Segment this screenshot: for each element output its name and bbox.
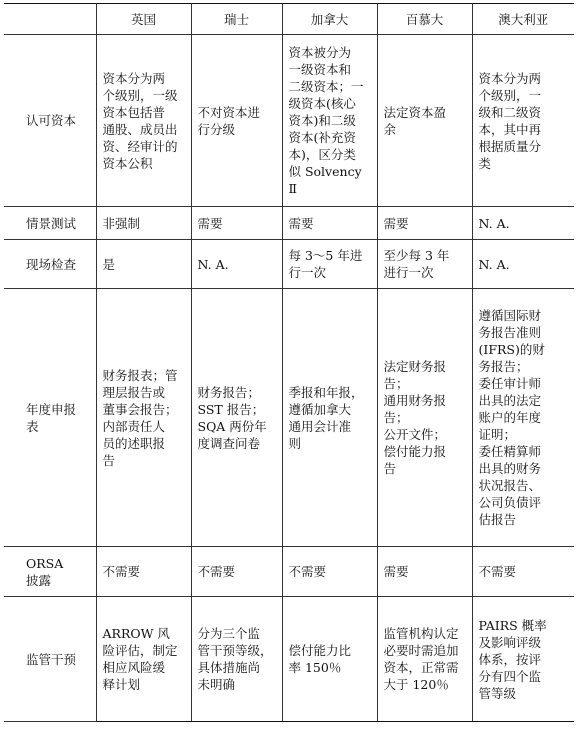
row-label: 监管干预 bbox=[4, 597, 96, 722]
row-label: 年度申报 表 bbox=[4, 289, 96, 547]
comparison-table bbox=[4, 3, 574, 722]
column-header-canada: 加拿大 bbox=[282, 4, 377, 35]
column-header-uk: 英国 bbox=[96, 4, 191, 35]
row-label: 情景测试 bbox=[4, 207, 96, 240]
table-cell: 资本分为两 个级别，一级 资本包括普 通股、成员出 资、经审计的 资本公积 bbox=[96, 35, 191, 207]
table-cell: 需要 bbox=[377, 207, 472, 240]
table-cell: 需要 bbox=[377, 547, 472, 597]
row-label: 现场检查 bbox=[4, 240, 96, 289]
table-cell: 不需要 bbox=[96, 547, 191, 597]
table-cell: 需要 bbox=[191, 207, 282, 240]
table-cell: ARROW 风 险评估，制定 相应风险缓 释计划 bbox=[96, 597, 191, 722]
table-row bbox=[4, 597, 574, 722]
table-cell: 不需要 bbox=[282, 547, 377, 597]
column-header-switzerland: 瑞士 bbox=[191, 4, 282, 35]
table-cell: 至少每 3 年 进行一次 bbox=[377, 240, 472, 289]
table-cell: 分为三个监 管干预等级， 具体措施尚 未明确 bbox=[191, 597, 282, 722]
table-cell: 需要 bbox=[282, 207, 377, 240]
table-row bbox=[4, 35, 574, 207]
table-cell: 季报和年报， 遵循加拿大 通用会计准 则 bbox=[282, 289, 377, 547]
table-cell: N. A. bbox=[191, 240, 282, 289]
column-header-australia: 澳大利亚 bbox=[472, 4, 574, 35]
table-cell: 偿付能力比 率 150％ bbox=[282, 597, 377, 722]
table-cell: N. A. bbox=[472, 207, 574, 240]
table-row bbox=[4, 240, 574, 289]
table-cell: 不对资本进 行分级 bbox=[191, 35, 282, 207]
table-cell: 遵循国际财 务报告准则 (IFRS)的财 务报告； 委任审计师 出具的法定 账户的年度 证明； 委任精算师 出具的财务 状况报告、 公司负债评 估报告 bbox=[472, 289, 574, 547]
table-cell: 不需要 bbox=[191, 547, 282, 597]
table-cell: PAIRS 概率 及影响评级 体系，按评 分有四个监 管等级 bbox=[472, 597, 574, 722]
table-row bbox=[4, 207, 574, 240]
corner-cell bbox=[4, 4, 96, 35]
column-header-bermuda: 百慕大 bbox=[377, 4, 472, 35]
table-cell: 财务报告； SST 报告； SQA 两份年 度调查问卷 bbox=[191, 289, 282, 547]
table-cell: 每 3～5 年进 行一次 bbox=[282, 240, 377, 289]
table-cell: 法定财务报 告； 通用财务报 告； 公开文件； 偿付能力报 告 bbox=[377, 289, 472, 547]
table-cell: 财务报表；管 理层报告或 董事会报告； 内部责任人 员的述职报 告 bbox=[96, 289, 191, 547]
row-label: ORSA 披露 bbox=[4, 547, 96, 597]
table-cell: 资本被分为 一级资本和 二级资本；一 级资本(核心 资本)和二级 资本(补充资 本)，区分类 似 Solvency Ⅱ bbox=[282, 35, 377, 207]
header-row bbox=[4, 4, 574, 35]
row-label: 认可资本 bbox=[4, 35, 96, 207]
table-row bbox=[4, 289, 574, 547]
table-cell: 不需要 bbox=[472, 547, 574, 597]
table-cell: 监管机构认定 必要时需追加 资本，正常需 大于 120％ bbox=[377, 597, 472, 722]
table-row bbox=[4, 547, 574, 597]
table-cell: N. A. bbox=[472, 240, 574, 289]
table-cell: 资本分为两 个级别，一 级和二级资 本，其中再 根据质量分 类 bbox=[472, 35, 574, 207]
table-cell: 是 bbox=[96, 240, 191, 289]
table-cell: 法定资本盈 余 bbox=[377, 35, 472, 207]
table-cell: 非强制 bbox=[96, 207, 191, 240]
